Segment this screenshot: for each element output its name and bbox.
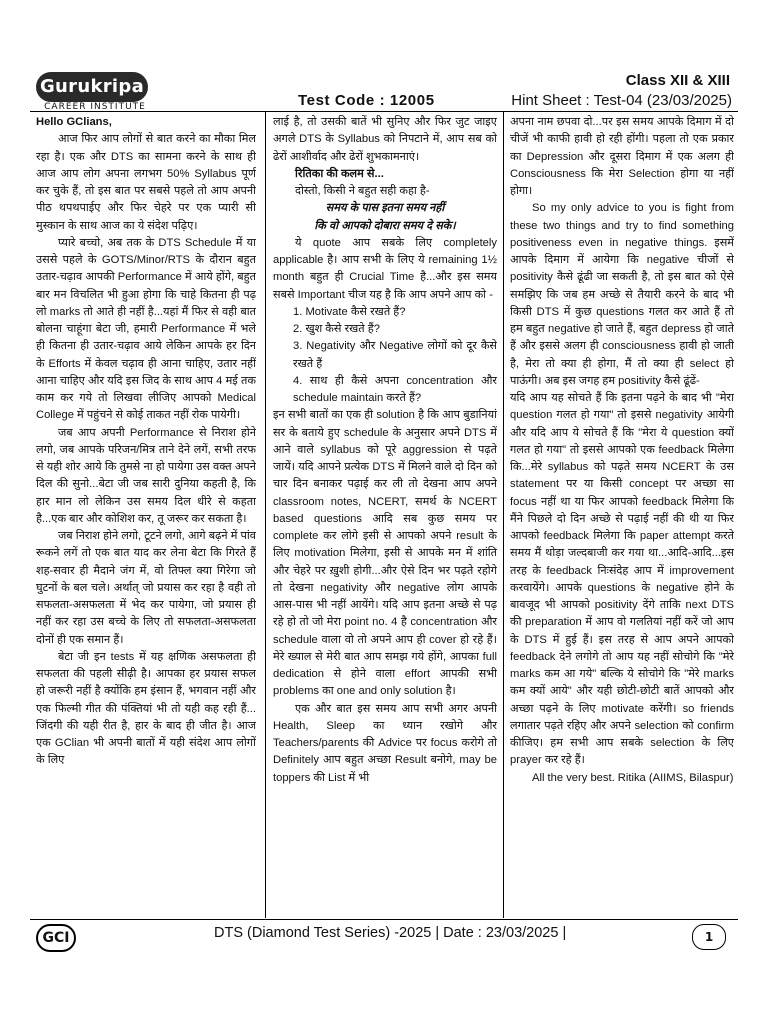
quote-line: कि वो आपको दोबारा समय दे सके। bbox=[314, 219, 456, 232]
paragraph: जब आप अपनी Performance से निराश होने लगो, जब आपके परिजन/मित्र ताने देने लगें, सभी तरफ से यही शोर आये कि तुमसे ना हो पायेगा उस वक्त अपने दिल की सुनो...बेटा जी जब सारी दुनिया कहती है, कि हार मान लो लेकिन उस समय दिल धीरे से कहता है...एक बार और कोशिश कर, तू जरूर कर सकता है। bbox=[36, 426, 256, 525]
quote-line: समय के पास इतना समय नहीं bbox=[325, 202, 445, 215]
list-item: 4. साथ ही कैसे अपना concentration और schedule maintain करते हैं? bbox=[293, 374, 497, 404]
paragraph: इन सभी बातों का एक ही solution है कि आप बुडानियां सर के बताये हुए schedule के अनुसार अपने DTS में आने वाले syllabus को पूरे aggression से पढ़ते जायें। यदि आपने प्रत्येक DTS में मिलने वाले दो दिन को चार दिन बनाकर पढ़ाई कर ली तो देखना आप अपने classroom notes, NCERT, समर्थ के NCERT based questions आदि सब कुछ समय पर complete कर लोगे इसी से आपको अपने result के लिए motivation मिलेगा, इसी से आपके मन में शांति और चेहरे पर ख़ुशी होगी...और ऐसे दिन भर पढ़ते रहोगे तो देखना negativity और negative लोग आपके आस-पास भी नहीं आयेंगे। यदि आप इतना अच्छे से पढ़ रहे हो तो जो मेरा point no. 4 है concentration और schedule वाला वो तो अपने आप ही cover हो रहे हैं। मेरे ख्याल से मेरी बात आप समझ गये होंगे, आपका full dedication से होने वाला effort आपकी सभी problems का one and only solution है। bbox=[273, 409, 497, 698]
paragraph: जब निराश होने लगो, टूटने लगो, आगे बढ़ने में पांव रूकने लगें तो एक बात याद कर लेना बेटा कि गिरते हैं शह-सवार ही मैदाने जंग में, वो तिफ्ल क्या गिरेगा जो घुटनों के बल चले। अर्थात् जो प्रयास कर रहा है वही तो सफलता-असफलता में भेद कर पायेगा, जो प्रयास ही नहीं कर रहा उस बच्चे के लिए तो सफलता-असफलता दोनों ही एक समान हैं। bbox=[36, 530, 256, 646]
header-divider bbox=[30, 111, 738, 112]
paragraph: आज फिर आप लोगों से बात करने का मौका मिल रहा है। एक और DTS का सामना करने के साथ ही आज आप लोग अपना लगभग 50% Syllabus पूर्ण कर चुके हैं, तो इस बात पर सबसे पहले तो आप अपनी पीठ थपथपाईए और फिर चेहरे पर एक प्यारी सी मुस्कान के साथ आज का ये संदेश पढ़िए। bbox=[36, 133, 256, 232]
paragraph: एक और बात इस समय आप सभी अगर अपनी Health, Sleep का ध्यान रखोगे और Teachers/parents की Advice पर focus करोगे तो Definitely आप बहुत अच्छा Result बनोगे, may be toppers की List में भी bbox=[273, 702, 497, 784]
paragraph: So my only advice to you is fight from these two things and try to find something positiveness even in negative things. इसमें आपके दिमाग में आयेगा कि negative चीजों से positivity कैसे ढूंढी जा सकती है, तो इस बात को ऐसे समझिए कि जब हम अच्छे से तैयारी करने के बाद भी किसी DTS में कुछ questions गलत कर आते हैं तो हम बहुत negative हो जाते हैं, बहुत depress हो जाते हैं और इससे अलग ही consciousness हावी हो जाती है, मेरा तो क्या ही होगा, मैं तो क्या ही select हो पाऊंगी। अब इस जगह हम positivity कैसे ढूंढें- bbox=[510, 202, 734, 387]
signature-line: All the very best. Ritika (AIIMS, Bilaspur) bbox=[532, 771, 734, 784]
list-item: 2. खुश कैसे रखते हैं? bbox=[293, 323, 380, 335]
paragraph: लाई है, तो उसकी बातें भी सुनिए और फिर जुट जाइए अगले DTS के Syllabus को निपटाने में, आप सब को ढेरों आशीर्वाद और ढेरों शुभकामनाएं। bbox=[273, 116, 497, 163]
column-divider bbox=[503, 112, 504, 918]
gci-badge: GCI bbox=[36, 924, 76, 952]
list-item: 1. Motivate कैसे रखते हैं? bbox=[293, 305, 406, 318]
class-label: Class XII & XIII bbox=[625, 72, 730, 89]
logo-subtitle: CAREER INSTITUTE bbox=[44, 102, 146, 112]
column-divider bbox=[265, 112, 266, 918]
test-code: Test Code : 12005 bbox=[298, 92, 435, 109]
paragraph: बेटा जी इन tests में यह क्षणिक असफलता ही सफलता की पहली सीढ़ी है। आपका हर प्रयास सफल हो जरूरी नहीं है क्योंकि हम इंसान हैं, भगवान नहीं और एक फिल्मी गीत की पंक्तियां भी तो यही कह रही हैं... जिंदगी की यही रीत है, हार के बाद ही जीत है। आज एक GClian भी अपनी बातों में यही संदेश आप लोगों के लिए bbox=[36, 650, 256, 767]
section-heading: रितिका की कलम से... bbox=[295, 167, 384, 180]
greeting: Hello GClians, bbox=[36, 116, 112, 128]
paragraph: ये quote आप सबके लिए completely applicable है। आप सभी के लिए ये remaining 1½ month बहुत ही Crucial Time है...और इस समय सबसे Important चीज यह है कि आप अपने आप को - bbox=[273, 236, 497, 301]
page-number: 1 bbox=[692, 924, 726, 950]
gurukripa-logo: Gurukripa bbox=[36, 72, 148, 102]
footer-series-date: DTS (Diamond Test Series) -2025 | Date : 23/03/2025 | bbox=[214, 925, 567, 941]
footer-divider bbox=[30, 919, 738, 920]
hint-sheet-label: Hint Sheet : Test-04 (23/03/2025) bbox=[511, 92, 732, 109]
column-1 bbox=[36, 114, 256, 914]
paragraph: दोस्तो, किसी ने बहुत सही कहा है- bbox=[295, 185, 430, 197]
paragraph: यदि आप यह सोचते हैं कि इतना पढ़ने के बाद भी "मेरा question गलत हो गया" तो इससे negativity आयेगी और यदि आप ये सोचते हैं कि "मेरा ये question क्यों गलत हो गया" तो इससे आपको एक feedback मिलेगा कि...मेरे syllabus को पढ़ते समय NCERT के उस statement पर या किसी concept पर अच्छा सा focus नहीं था या फिर आपको feedback मिलेगा कि मैंने पिछले दो दिन अच्छे से पढ़ाई नहीं की थी या फिर आपको feedback मिलेगा कि paper attempt करते समय मैं थोड़ा जल्दबाजी कर गया था...आदि-आदि...इस तरह के feedback निःसंदेह आप में improvement करवायेंगे। आपके questions के negative होने के बावजूद भी आपको positivity देंगे ताकि next DTS की preparation में आप वो गलतियां नहीं करें जो आप के DTS में हुई हैं। इस तरह से आप अपने आपको feedback देने लगोगे तो आप यह नहीं सोचोगे कि "मेरे marks कम आ गये" बल्कि ये सोचोगे कि "मेरे marks कम क्यों आये" और यही छोटी-छोटी बातें आपको और अच्छा पढ़ने के लिए motivate करेंगी। so friends लगातार पढ़ते रहिए और अपने selection को confirm कीजिए। हम सभी आप सबके selection के लिए prayer कर रहे हैं। bbox=[510, 392, 734, 767]
column-2 bbox=[273, 114, 497, 914]
column-3 bbox=[510, 114, 734, 914]
paragraph: प्यारे बच्चो, अब तक के DTS Schedule में या उससे पहले के GOTS/Minor/RTS के दौरान बहुत उतार-चढ़ाव आपकी Performance में आये होंगे, बहुत बार मन विचलित भी हुआ होगा कि चाहे कितना ही पढ़ लो marks तो आते ही नहीं है...यहां मैं फिर से वही बात बोलना चाहूंगा बेटा जी, हमारी Performance में भले ही कितना ही उतार-चढ़ाव आये लेकिन आपके हर दिन के Efforts में केवल चढ़ाव ही आना चाहिए, उतार नहीं आना चाहिए और यदि इस जिद के साथ आप 4 मई तक काम कर गये तो लिखवा लीजिए आपको Medical College में पहुंचने से कोई ताकत नहीं रोक पायेगी। bbox=[36, 236, 256, 422]
paragraph: अपना नाम छपवा दो...पर इस समय आपके दिमाग में दो चीजें भी काफी हावी हो रही होंगी। पहला तो एक प्रकार का Depression और दूसरा दिमाग में एक अलग ही Consciousness कि मेरा Selection होगा या नहीं होगा। bbox=[510, 116, 734, 197]
list-item: 3. Negativity और Negative लोगों को दूर कैसे रखते हैं bbox=[293, 340, 497, 370]
